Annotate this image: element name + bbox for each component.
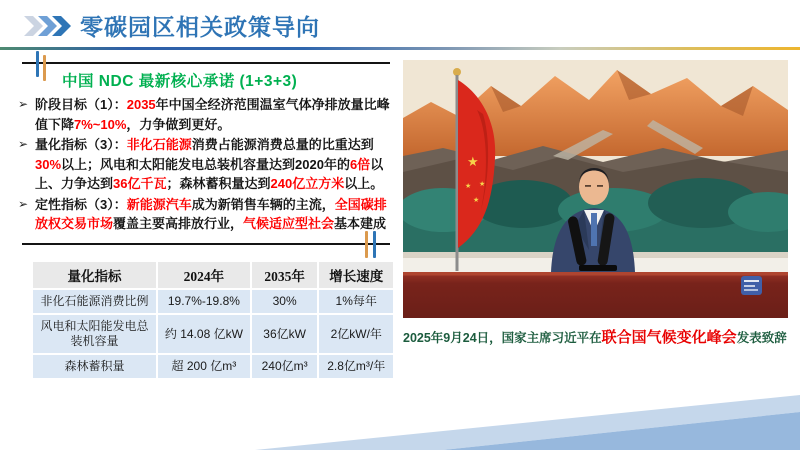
eye	[597, 185, 603, 187]
column-header: 2035年	[252, 262, 318, 288]
desk-edge-highlight	[403, 272, 788, 276]
list-item	[18, 135, 395, 194]
table-cell: 1%每年	[319, 290, 393, 313]
table-cell: 19.7%-19.8%	[158, 290, 250, 313]
arrow-bullet-icon: ➢	[18, 196, 29, 211]
decor-tick	[43, 55, 46, 81]
bullet-text: 量化指标（3）：非化石能源消费占能源消费总量的比重达到30%以上；风电和太阳能发电总装机容量达到2020年的6倍以上、力争达到36亿千瓦；森林蓄积量达到240亿立方米以上。	[35, 137, 384, 191]
table-row	[33, 355, 393, 378]
watermark-mark	[744, 289, 758, 291]
table-cell: 240亿m³	[252, 355, 318, 378]
arrow-bullet-icon: ➢	[18, 137, 29, 151]
flag-finial	[453, 68, 461, 76]
bullet-list	[18, 95, 395, 235]
table-header-row	[33, 262, 393, 288]
panel-bottom-border	[22, 243, 390, 245]
decor-tick	[36, 51, 39, 77]
flag-star: ★	[465, 183, 472, 190]
microphone-base	[579, 265, 617, 271]
table-row	[33, 315, 393, 353]
table-cell: 森林蓄积量	[33, 355, 156, 378]
list-item	[18, 195, 395, 234]
slide-header	[24, 9, 320, 42]
photo-caption: 2025年9月24日，国家主席习近平在联合国气候变化峰会发表致辞	[403, 329, 787, 346]
page-title: 零碳园区相关政策导向	[80, 14, 320, 40]
arrow-bullet-icon: ➢	[18, 97, 29, 111]
table-cell: 2.8亿m³/年	[319, 355, 393, 378]
panel-heading: 中国 NDC 最新核心承诺 (1+3+3)	[62, 73, 298, 90]
decor-tick	[373, 231, 376, 258]
table-cell: 36亿kW	[252, 315, 318, 353]
table-cell: 2亿kW/年	[319, 315, 393, 353]
face	[579, 169, 609, 205]
table-row	[33, 290, 393, 313]
watermark-mark	[744, 280, 759, 282]
bullet-text: 阶段目标（1）：2035年中国全经济范围温室气体净排放量比峰值下降7%~10%，力争做到更好。	[35, 97, 390, 132]
column-header: 量化指标	[33, 262, 156, 288]
flag-star: ★	[467, 154, 479, 169]
table-cell: 30%	[252, 290, 318, 313]
column-header: 2024年	[158, 262, 250, 288]
panel-top-border	[22, 62, 390, 64]
column-header: 增长速度	[319, 262, 393, 288]
ndc-panel	[16, 54, 395, 399]
tie	[591, 213, 597, 246]
table-cell: 非化石能源消费比例	[33, 290, 156, 313]
footer-decoration	[0, 390, 800, 450]
eye	[585, 185, 591, 187]
table-cell: 超 200 亿m³	[158, 355, 250, 378]
decor-tick	[365, 231, 368, 258]
news-agency-watermark	[741, 276, 762, 295]
table-cell: 风电和太阳能发电总装机容量	[33, 315, 156, 353]
flag-star: ★	[473, 197, 480, 204]
flag-star: ★	[479, 181, 486, 188]
table-cell: 约 14.08 亿kW	[158, 315, 250, 353]
list-item	[18, 95, 395, 134]
indicators-table	[31, 260, 395, 380]
desk	[403, 272, 788, 318]
header-divider	[0, 47, 800, 50]
bullet-text: 定性指标（3）：新能源汽车成为新销售车辆的主流，全国碳排放权交易市场覆盖主要高排放行业，气候适应型社会基本建成	[35, 196, 387, 231]
triple-chevron-icon	[24, 15, 72, 37]
watermark-mark	[744, 285, 755, 287]
summit-speech-photo	[403, 60, 788, 318]
